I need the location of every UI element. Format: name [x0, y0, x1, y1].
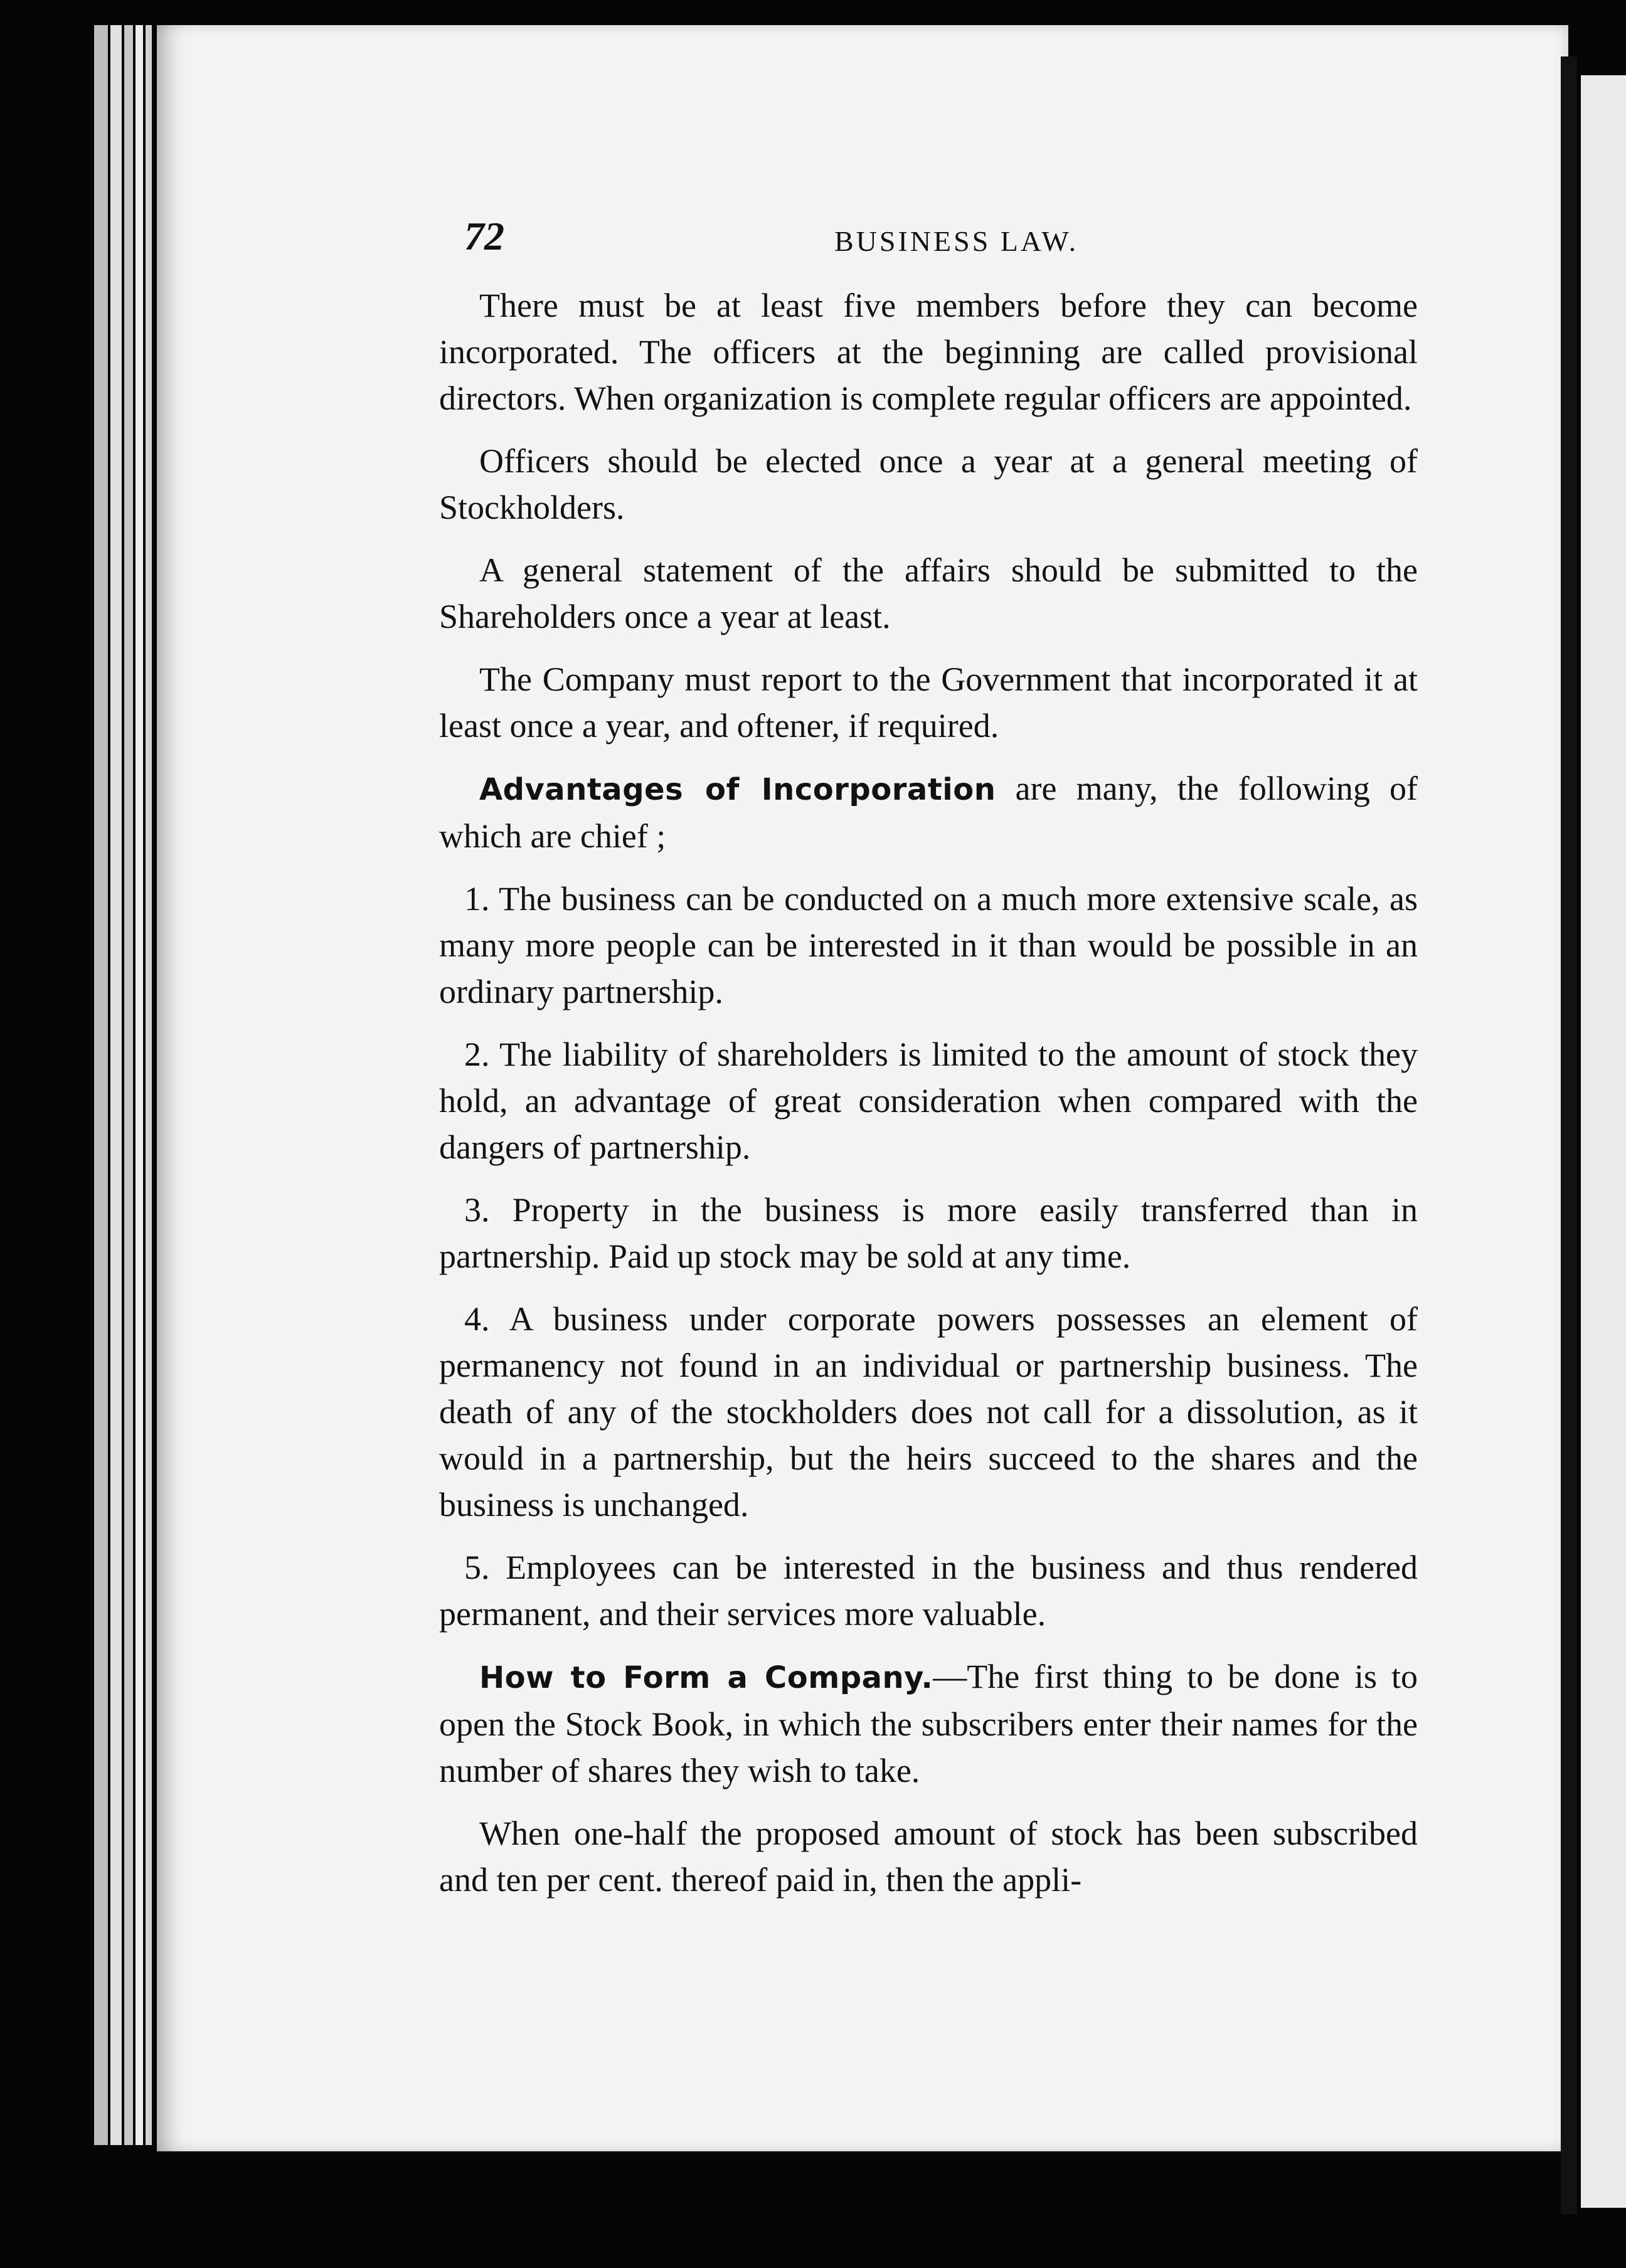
list-item-advantage-5: 5. Employees can be interested in the business and thus rendered permanent, and their services more valuable.	[439, 1549, 1418, 1633]
section-heading-form-company: How to Form a Company.	[479, 1660, 933, 1695]
page-edge	[110, 25, 122, 2145]
page-edge	[146, 25, 152, 2145]
paragraph-advantages: Advantages of Incorporation are many, the following of which are chief ;	[439, 770, 1418, 855]
page-edge	[94, 25, 108, 2145]
paragraph-officers: Officers should be elected once a year at a general meeting of Stockholders.	[439, 442, 1418, 526]
running-title: BUSINESS LAW.	[834, 225, 1079, 257]
list-item-advantage-1: 1. The business can be conducted on a much more extensive scale, as many more people can be interested in it than would be possible in an ordinary partnership.	[439, 880, 1418, 1010]
page-number: 72	[464, 214, 504, 258]
page-edge	[124, 25, 133, 2145]
facing-page-edge	[1581, 75, 1626, 2208]
list-item-advantage-4: 4. A business under corporate powers possesses an element of permanency not found in an individual or partnership business. The death of any of the stockholders does not call for a dissolution, as it would in a partnership, but the heirs succeed to the shares and the business is unchanged.	[439, 1300, 1418, 1523]
list-item-advantage-3: 3. Property in the business is more easily transferred than in partnership. Paid up stock may be sold at any time.	[439, 1191, 1418, 1275]
section-heading-advantages: Advantages of Incorporation	[479, 772, 996, 807]
paragraph-report: The Company must report to the Government that incorporated it at least once a year, and oftener, if required.	[439, 660, 1418, 745]
paragraph-members: There must be at least five members before they can become incorporated. The officers at the beginning are called provisional directors. When organization is complete regular officers are appointed.	[439, 287, 1418, 417]
list-item-advantage-2: 2. The liability of shareholders is limited to the amount of stock they hold, an advantage of great consideration when compared with the dangers of partnership.	[439, 1036, 1418, 1166]
book-gutter	[1561, 56, 1577, 2214]
paragraph-form-company: How to Form a Company.—The first thing to be done is to open the Stock Book, in which the subscribers enter their names for the number of shares they wish to take.	[439, 1658, 1418, 1789]
page-edge	[136, 25, 143, 2145]
page-text	[439, 213, 1418, 1919]
running-head	[439, 213, 1418, 282]
paragraph-statement: A general statement of the affairs should be submitted to the Shareholders once a year at least.	[439, 551, 1418, 635]
paragraph-subscription: When one-half the proposed amount of stock has been subscribed and ten per cent. thereof paid in, then the appli-	[439, 1815, 1418, 1899]
